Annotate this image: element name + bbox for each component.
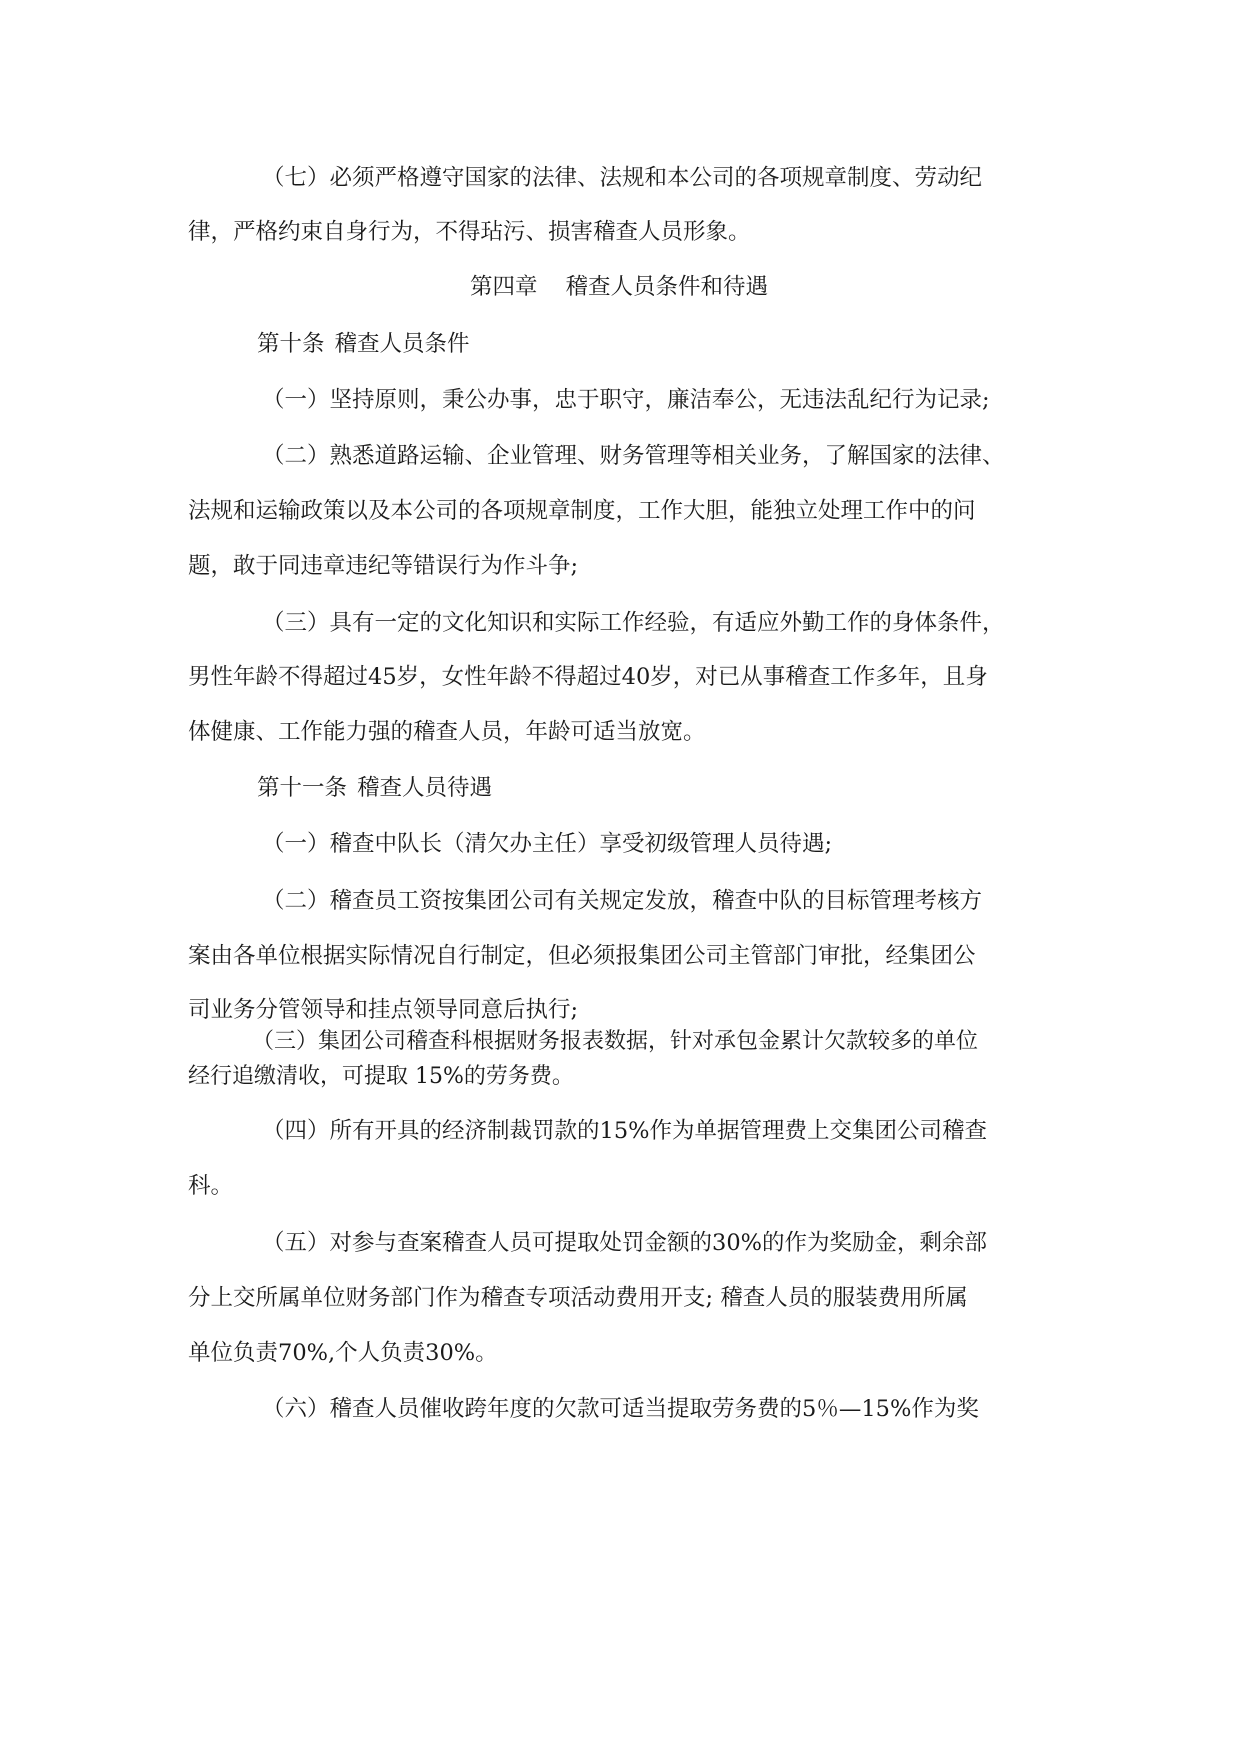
article-10-item-2-line-2: 法规和运输政策以及本公司的各项规章制度，工作大胆，能独立处理工作中的问 <box>188 498 976 524</box>
article-11-item-1-line-1: （一）稽查中队长（清欠办主任）享受初级管理人员待遇; <box>262 831 833 857</box>
article-10-item-2-line-3: 题，敢于同违章违纪等错误行为作斗争; <box>188 553 579 579</box>
article-11-item-6-line-1: （六）稽查人员催收跨年度的欠款可适当提取劳务费的5％—15%作为奖 <box>262 1396 979 1422</box>
paragraph-7-line-1: （七）必须严格遵守国家的法律、法规和本公司的各项规章制度、劳动纪 <box>262 165 983 191</box>
article-11-item-4-line-1: （四）所有开具的经济制裁罚款的15%作为单据管理费上交集团公司稽查 <box>262 1118 988 1144</box>
article-11-item-5-line-3: 单位负责70%,个人负责30%。 <box>188 1340 498 1366</box>
article-11-number: 第十一条 <box>257 775 348 801</box>
article-10-item-3-line-2: 男性年龄不得超过45岁，女性年龄不得超过40岁，对已从事稽查工作多年，且身 <box>188 664 988 690</box>
article-10-title: 稽查人员条件 <box>334 331 470 357</box>
article-10-heading <box>257 329 470 359</box>
article-10-item-3-line-3: 体健康、工作能力强的稽查人员，年龄可适当放宽。 <box>188 719 706 745</box>
paragraph-7-line-2: 律，严格约束自身行为，不得玷污、损害稽查人员形象。 <box>188 219 751 245</box>
article-11-item-2-line-2: 案由各单位根据实际情况自行制定，但必须报集团公司主管部门审批，经集团公 <box>188 943 976 969</box>
article-10-item-2-line-1: （二）熟悉道路运输、企业管理、财务管理等相关业务，了解国家的法律、 <box>262 443 1005 469</box>
article-11-item-5-line-2: 分上交所属单位财务部门作为稽查专项活动费用开支; 稽查人员的服装费用所属 <box>188 1285 968 1311</box>
chapter-heading <box>470 272 768 302</box>
chapter-number: 第四章 <box>470 274 538 300</box>
article-11-item-2-line-3: 司业务分管领导和挂点领导同意后执行; <box>188 997 579 1023</box>
article-11-title: 稽查人员待遇 <box>357 775 493 801</box>
chapter-title: 稽查人员条件和待遇 <box>565 274 769 300</box>
article-11-item-3-line-1: （三）集团公司稽查科根据财务报表数据，针对承包金累计欠款较多的单位 <box>252 1029 979 1054</box>
article-11-item-4-line-2: 科。 <box>188 1173 234 1199</box>
article-11-item-5-line-1: （五）对参与查案稽查人员可提取处罚金额的30%的作为奖励金，剩余部 <box>262 1230 988 1256</box>
article-10-number: 第十条 <box>257 331 325 357</box>
article-10-item-3-line-1: （三）具有一定的文化知识和实际工作经验，有适应外勤工作的身体条件， <box>262 610 1005 636</box>
article-11-item-2-line-1: （二）稽查员工资按集团公司有关规定发放，稽查中队的目标管理考核方 <box>262 888 983 914</box>
article-11-item-3-line-2: 经行追缴清收，可提取 15%的劳务费。 <box>188 1064 574 1089</box>
article-10-item-1-line-1: （一）坚持原则，秉公办事，忠于职守，廉洁奉公，无违法乱纪行为记录; <box>262 387 990 413</box>
article-11-heading <box>257 773 492 803</box>
